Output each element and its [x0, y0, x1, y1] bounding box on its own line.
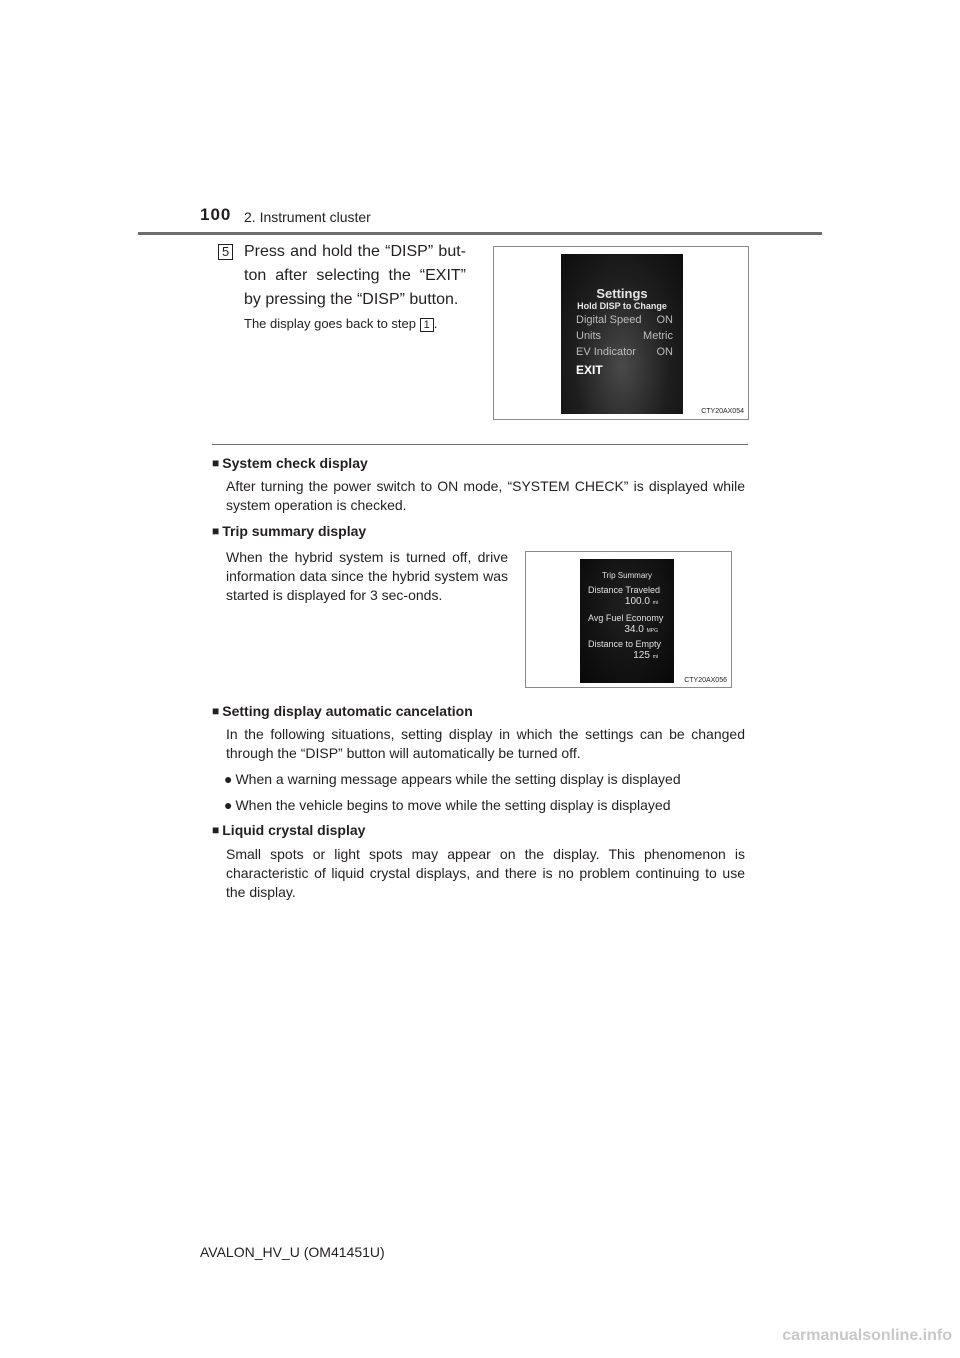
list-item-text: When a warning message appears while the setting display is displayed: [235, 771, 681, 787]
settings-screen-title: Settings: [596, 286, 648, 301]
settings-row-label: Units: [576, 330, 602, 342]
step-note: [244, 316, 437, 332]
trip-item-unit: mi: [652, 654, 658, 660]
trip-item-value: [624, 624, 658, 635]
square-bullet-icon: ■: [212, 823, 220, 837]
section-heading: [212, 455, 368, 471]
trip-summary-screen: [580, 559, 674, 683]
square-bullet-icon: ■: [212, 704, 220, 718]
section-paragraph: In the following situations, setting display in which the settings can be changed through the “DISP” button will automatically be turned off.: [226, 726, 745, 761]
heading-text: Setting display automatic cancelation: [222, 703, 473, 719]
heading-text: Trip summary display: [222, 523, 367, 539]
figure-code: CTY20AX054: [701, 408, 744, 415]
heading-text: Liquid crystal display: [222, 822, 366, 838]
header-rule: [138, 232, 822, 235]
settings-row-label: Digital Speed: [576, 314, 642, 326]
trip-item-unit: mi: [652, 600, 658, 606]
trip-item-label: Avg Fuel Economy: [588, 613, 664, 623]
settings-screen-subtitle: Hold DISP to Change: [577, 301, 667, 311]
trip-item-number: 125: [633, 650, 650, 661]
settings-row-value: ON: [656, 314, 673, 326]
settings-display-figure: [493, 246, 749, 420]
section-paragraph: After turning the power switch to ON mode, “SYSTEM CHECK” is displayed while system operation is checked.: [226, 478, 745, 513]
figure-code: CTY20AX056: [684, 677, 727, 684]
section-divider: [212, 444, 748, 445]
section-paragraph: When the hybrid system is turned off, drive information data since the hybrid system was started is displayed for 3 sec-onds.: [226, 549, 508, 603]
step-reference-badge: 1: [420, 318, 434, 332]
square-bullet-icon: ■: [212, 456, 220, 470]
trip-item-label: Distance to Empty: [588, 639, 662, 649]
list-item: [224, 796, 671, 815]
trip-summary-figure: [525, 551, 732, 688]
trip-item-value: [633, 650, 658, 661]
heading-text: System check display: [222, 455, 368, 471]
section-heading: [212, 703, 473, 719]
watermark: carmanualsonline.info: [782, 1327, 952, 1344]
step-note-end: .: [433, 316, 438, 331]
settings-row-label: EV Indicator: [576, 346, 636, 358]
section-heading: [212, 822, 365, 838]
settings-screen: [561, 254, 683, 414]
step-instruction: Press and hold the “DISP” but-ton after selecting the “EXIT” by pressing the “DISP” button.: [244, 243, 466, 308]
trip-item-number: 100.0: [624, 596, 650, 607]
square-bullet-icon: ■: [212, 524, 220, 538]
trip-item-unit: MPG: [646, 628, 658, 634]
trip-summary-title: Trip Summary: [602, 571, 652, 580]
round-bullet-icon: ●: [224, 771, 233, 787]
list-item-text: When the vehicle begins to move while the setting display is displayed: [235, 797, 671, 813]
settings-row-value: Metric: [643, 330, 673, 342]
step-note-text: The display goes back to step: [244, 316, 416, 331]
page-number: 100: [200, 205, 232, 224]
trip-item-number: 34.0: [624, 624, 644, 635]
step-number-badge: 5: [218, 244, 233, 260]
document-footer: AVALON_HV_U (OM41451U): [200, 1244, 385, 1260]
list-item: [224, 770, 681, 789]
settings-exit-item: EXIT: [576, 363, 603, 377]
section-paragraph: Small spots or light spots may appear on the display. This phenomenon is characteristic of liquid crystal displays, and there is no problem continuing to use the display.: [226, 846, 745, 900]
section-title: 2. Instrument cluster: [244, 209, 371, 225]
section-heading: [212, 523, 366, 539]
trip-item-value: [625, 596, 658, 607]
round-bullet-icon: ●: [224, 797, 233, 813]
trip-item-label: Distance Traveled: [588, 585, 661, 595]
settings-row-value: ON: [656, 346, 673, 358]
